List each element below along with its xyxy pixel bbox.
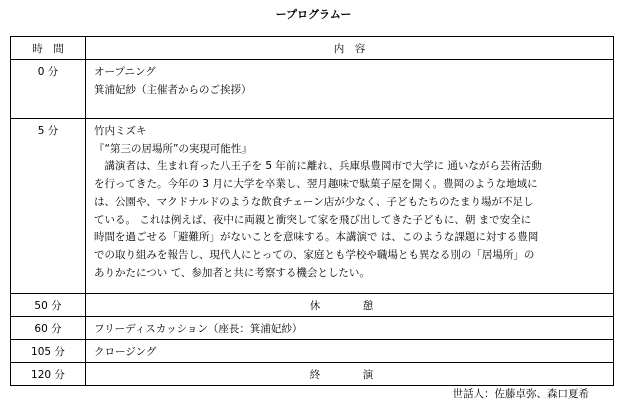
header-content: 内 容 <box>86 37 614 60</box>
talk-abstract-line: は、公園や、マクドナルドのような飲食チェーン店が少なく、子どもたちのたまり場が不足し <box>94 195 534 208</box>
time-cell: 0 分 <box>11 60 86 119</box>
time-cell: 105 分 <box>11 340 86 363</box>
content-cell: クロージング <box>86 340 614 363</box>
organizers-note: 世話人：佐藤卓弥、森口夏希 <box>452 388 589 400</box>
program-title: ープログラムー <box>275 8 352 21</box>
talk-abstract-line: を行ってきた。今年の 3 月に大学を卒業し、翌月趣味で駄菓子屋を開く。豊岡のような地域に <box>94 178 538 191</box>
table-row <box>11 363 614 386</box>
talk-abstract-line: ている。 これは例えば、夜中に両親と衝突して家を飛び出してきた子どもに、朝 まで安全に <box>94 213 532 226</box>
table-row <box>11 294 614 317</box>
time-cell: 50 分 <box>11 294 86 317</box>
table-row <box>11 340 614 363</box>
talk-abstract-line: での取り組みを報告し、現代人にとっての、家庭とも学校や職場とも異なる別の「居場所」の <box>94 248 535 261</box>
table-row <box>11 119 614 294</box>
session-detail: 箕浦妃紗（主催者からのご挨拶） <box>94 83 252 96</box>
content-cell <box>86 119 614 294</box>
table-row <box>11 60 614 119</box>
content-cell: 休 憩 <box>86 294 614 317</box>
talk-abstract-line: 講演者は、生まれ育った八王子を 5 年前に離れ、兵庫県豊岡市で大学に 通いながら芸術活動 <box>94 160 542 173</box>
table-header-row <box>11 37 614 60</box>
talk-title: 『“第三の居場所”の実現可能性』 <box>94 142 252 155</box>
speaker-name: 竹内ミズキ <box>94 125 147 137</box>
table-row <box>11 317 614 340</box>
talk-abstract-line: ありかたについ て、参加者と共に考察する機会としたい。 <box>94 266 370 279</box>
talk-abstract-line: 時間を過ごせる「避難所」がないことを意味する。本講演で は、このような課題に対する豊岡 <box>94 231 539 244</box>
header-time: 時 間 <box>11 37 86 60</box>
content-cell <box>86 60 614 119</box>
time-cell: 60 分 <box>11 317 86 340</box>
program-table <box>10 36 614 386</box>
content-cell: フリーディスカッション（座長：箕浦妃紗） <box>86 317 614 340</box>
time-cell: 5 分 <box>11 119 86 294</box>
content-cell: 終 演 <box>86 363 614 386</box>
session-title: オープニング <box>94 66 156 78</box>
time-cell: 120 分 <box>11 363 86 386</box>
